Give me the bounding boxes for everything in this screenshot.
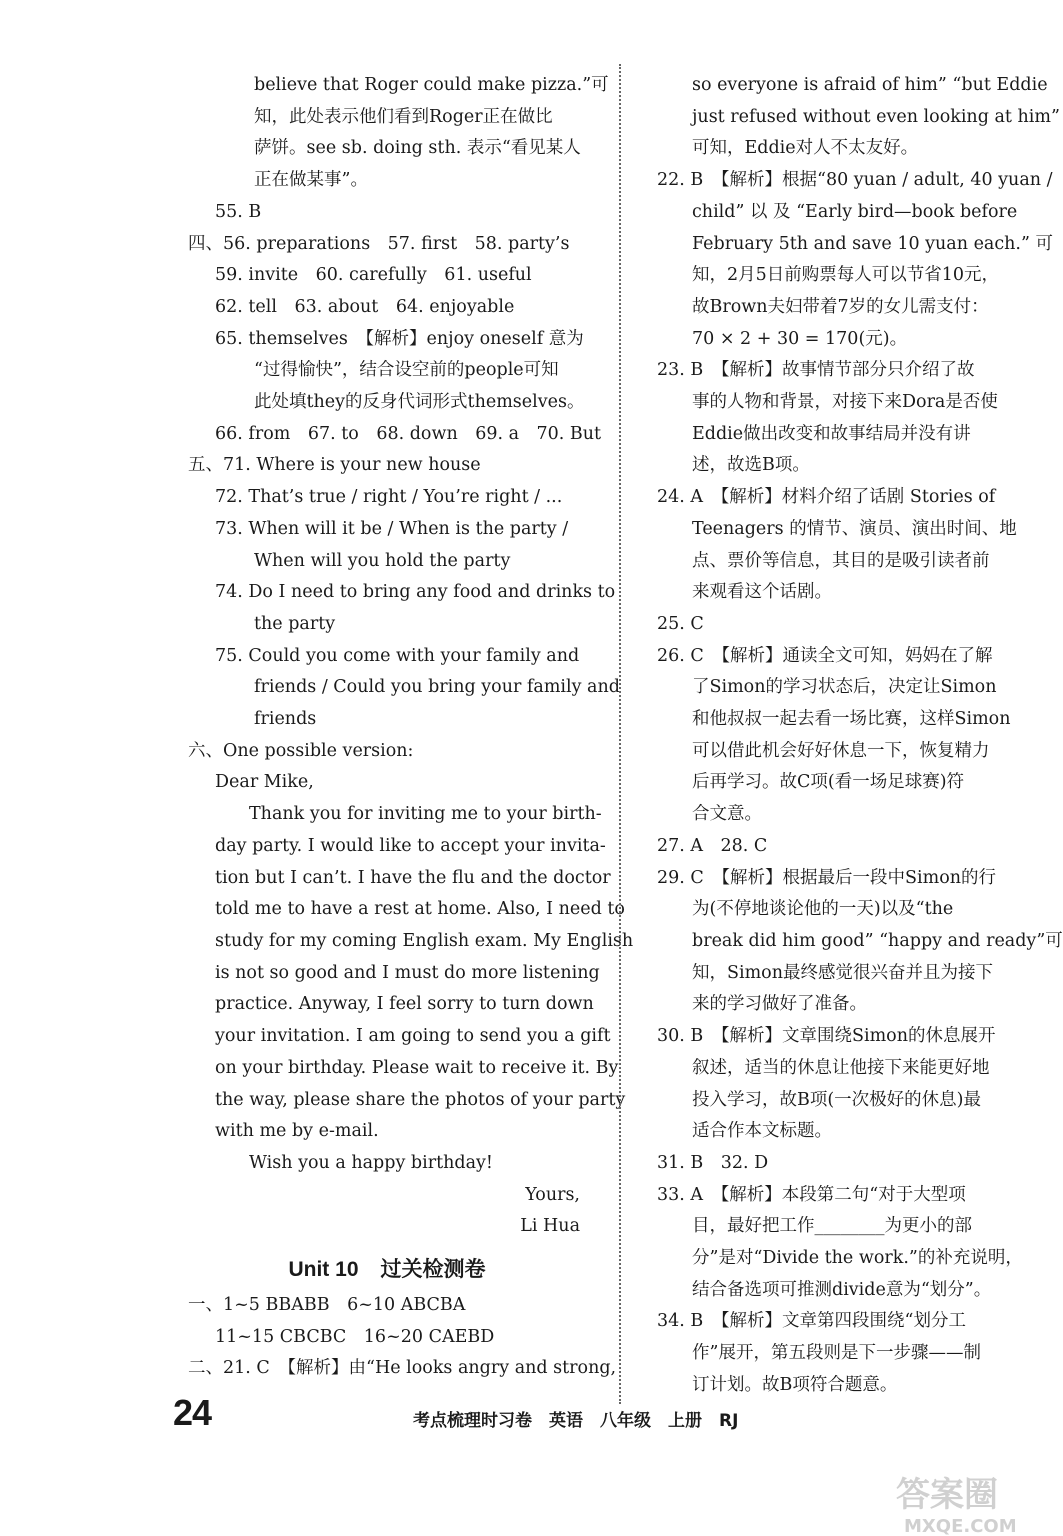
left-column (188, 70, 634, 1385)
answer-line: your invitation. I am going to send you a gift (215, 1026, 611, 1047)
answer-line: When will you hold the party (254, 550, 511, 571)
answer-line: 31. B 32. D (657, 1152, 769, 1173)
answer-line: 投入学习，故B项(一次极好的休息)最 (692, 1089, 982, 1110)
answer-line: 和他叔叔一起去看一场比赛，这样Simon (692, 709, 1011, 730)
answer-line: 点、票价等信息，其目的是吸引读者前 (692, 550, 990, 571)
answer-line: break did him good” “happy and ready”可 (692, 930, 1063, 951)
answer-line: 知，此处表示他们看到Roger正在做比 (254, 106, 553, 127)
answer-line: 可以借此机会好好休息一下，恢复精力 (692, 740, 990, 761)
answer-line: 结合备选项可推测divide意为“划分”。 (692, 1279, 992, 1300)
answer-line: 此处填they的反身代词形式themselves。 (254, 392, 585, 413)
answer-line: 66. from 67. to 68. down 69. a 70. But (215, 423, 602, 444)
answer-line: 65. themselves 【解析】enjoy oneself 意为 (215, 328, 584, 349)
answer-line: 知，Simon最终感觉很兴奋并且为接下 (692, 962, 993, 983)
column-divider (619, 64, 621, 1404)
answer-line: 59. invite 60. carefully 61. useful (215, 265, 532, 286)
answer-line: 25. C (657, 613, 704, 634)
watermark-logo (890, 1468, 1050, 1536)
answer-line: 一、1~5 BBABB 6~10 ABCBA (188, 1295, 466, 1316)
page-number: 24 (173, 1392, 212, 1433)
right-answer-lines (657, 70, 1063, 1402)
answer-line: 合文意。 (692, 804, 762, 825)
answer-line: “过得愉快”，结合设空前的people可知 (254, 360, 559, 381)
answer-line: 30. B 【解析】文章围绕Simon的休息展开 (657, 1026, 996, 1047)
answer-line: 27. A 28. C (657, 835, 768, 856)
unit-heading (188, 1252, 586, 1288)
unit-number: Unit 10 (288, 1258, 359, 1282)
answer-line: Wish you a happy birthday! (249, 1152, 493, 1173)
answer-line: 正在做某事”。 (254, 170, 368, 191)
answer-line: child” 以 及 “Early bird—book before (692, 201, 1018, 222)
book-title: 考点梳理时习卷 英语 八年级 上册 RJ (413, 1411, 739, 1431)
answer-line: February 5th and save 10 yuan each.” 可 (692, 233, 1054, 254)
answer-line: the way, please share the photos of your party (215, 1089, 626, 1110)
answer-line: 23. B 【解析】故事情节部分只介绍了故 (657, 360, 975, 381)
answer-line: believe that Roger could make pizza.”可 (254, 75, 609, 95)
answer-line: 二、21. C 【解析】由“He looks angry and strong, (188, 1358, 617, 1379)
answer-line: 来的学习做好了准备。 (692, 994, 867, 1015)
answer-line: 萨饼。see sb. doing sth. 表示“看见某人 (254, 138, 581, 159)
answer-line: 适合作本文标题。 (692, 1121, 832, 1142)
answer-line: 故Brown夫妇带着7岁的女儿需支付： (692, 296, 989, 317)
watermark-url: MXQE.COM (904, 1516, 1017, 1536)
answer-line: Yours, (525, 1184, 580, 1205)
answer-line: 目，最好把工作________为更小的部 (692, 1216, 972, 1237)
answer-line: 74. Do I need to bring any food and drinks to (215, 582, 616, 603)
answer-line: is not so good and I must do more listening (215, 962, 600, 983)
answer-line: Thank you for inviting me to your birth- (249, 804, 602, 825)
answer-line: friends (254, 709, 317, 730)
answer-line: the party (254, 613, 336, 634)
answer-line: Li Hua (520, 1216, 580, 1237)
answer-line: 为(不停地谈论他的一天)以及“the (692, 899, 954, 920)
answer-line: 分”是对“Divide the work.”的补充说明， (692, 1248, 1023, 1269)
answer-line: 事的人物和背景，对接下来Dora是否使 (692, 392, 998, 413)
watermark-text: 答案圈 (896, 1475, 998, 1515)
answer-line: so everyone is afraid of him” “but Eddie (692, 75, 1048, 95)
answer-line: 24. A 【解析】材料介绍了话剧 Stories of (657, 487, 996, 508)
left-answer-lines-unit10 (188, 1290, 617, 1385)
answer-line: just refused without even looking at him” (692, 106, 1060, 127)
answer-line: 72. That’s true / right / You’re right / ... (215, 487, 563, 508)
answer-line: 后再学习。故C项(看一场足球赛)符 (692, 772, 965, 793)
answer-line: 六、One possible version: (188, 740, 414, 761)
right-column (657, 70, 1063, 1402)
answer-line: 来观看这个话剧。 (692, 582, 832, 603)
answer-line: with me by e-mail. (215, 1121, 379, 1142)
answer-line: told me to have a rest at home. Also, I need to (215, 899, 625, 920)
answer-line: 70 × 2 + 30 = 170(元)。 (692, 328, 908, 349)
answer-line: 62. tell 63. about 64. enjoyable (215, 296, 515, 317)
answer-line: tion but I can’t. I have the flu and the doctor (215, 867, 611, 888)
answer-line: 作”展开，第五段则是下一步骤——制 (692, 1343, 981, 1364)
answer-line: 四、56. preparations 57. first 58. party’s (188, 233, 570, 254)
page-footer (0, 1392, 1057, 1452)
answer-line: 22. B 【解析】根据“80 yuan / adult, 40 yuan / (657, 170, 1053, 191)
answer-line: 55. B (215, 201, 262, 222)
answer-line: study for my coming English exam. My English (215, 930, 634, 951)
answer-line: 11~15 CBCBC 16~20 CAEBD (215, 1326, 495, 1347)
answer-line: 订计划。故B项符合题意。 (692, 1374, 898, 1395)
answer-line: Teenagers 的情节、演员、演出时间、地 (692, 518, 1017, 539)
answer-line: 29. C 【解析】根据最后一段中Simon的行 (657, 867, 997, 888)
answer-line: 34. B 【解析】文章第四段围绕“划分工 (657, 1311, 966, 1332)
answer-line: Dear Mike, (215, 772, 314, 793)
answer-line: 26. C 【解析】通读全文可知，妈妈在了解 (657, 645, 993, 666)
answer-line: Eddie做出改变和故事结局并没有讲 (692, 423, 971, 444)
answer-line: friends / Could you bring your family and (254, 677, 620, 698)
answer-line: 了Simon的学习状态后，决定让Simon (692, 677, 997, 698)
answer-line: 五、71. Where is your new house (188, 455, 481, 476)
answer-line: 75. Could you come with your family and (215, 645, 580, 666)
answer-line: practice. Anyway, I feel sorry to turn down (215, 994, 594, 1015)
answer-line: 叙述，适当的休息让他接下来能更好地 (692, 1057, 990, 1078)
answer-line: 知，2月5日前购票每人可以节省10元， (692, 265, 1000, 286)
answer-line: on your birthday. Please wait to receive it. By (215, 1057, 619, 1078)
answer-line: day party. I would like to accept your invita- (215, 835, 606, 856)
answer-line: 述，故选B项。 (692, 455, 810, 476)
answer-line: 可知，Eddie对人不太友好。 (692, 138, 919, 159)
left-answer-lines (188, 70, 634, 1243)
answer-line: 73. When will it be / When is the party / (215, 518, 569, 539)
unit-title-text: 过关检测卷 (380, 1258, 486, 1282)
answer-line: 33. A 【解析】本段第二句“对于大型项 (657, 1184, 966, 1205)
